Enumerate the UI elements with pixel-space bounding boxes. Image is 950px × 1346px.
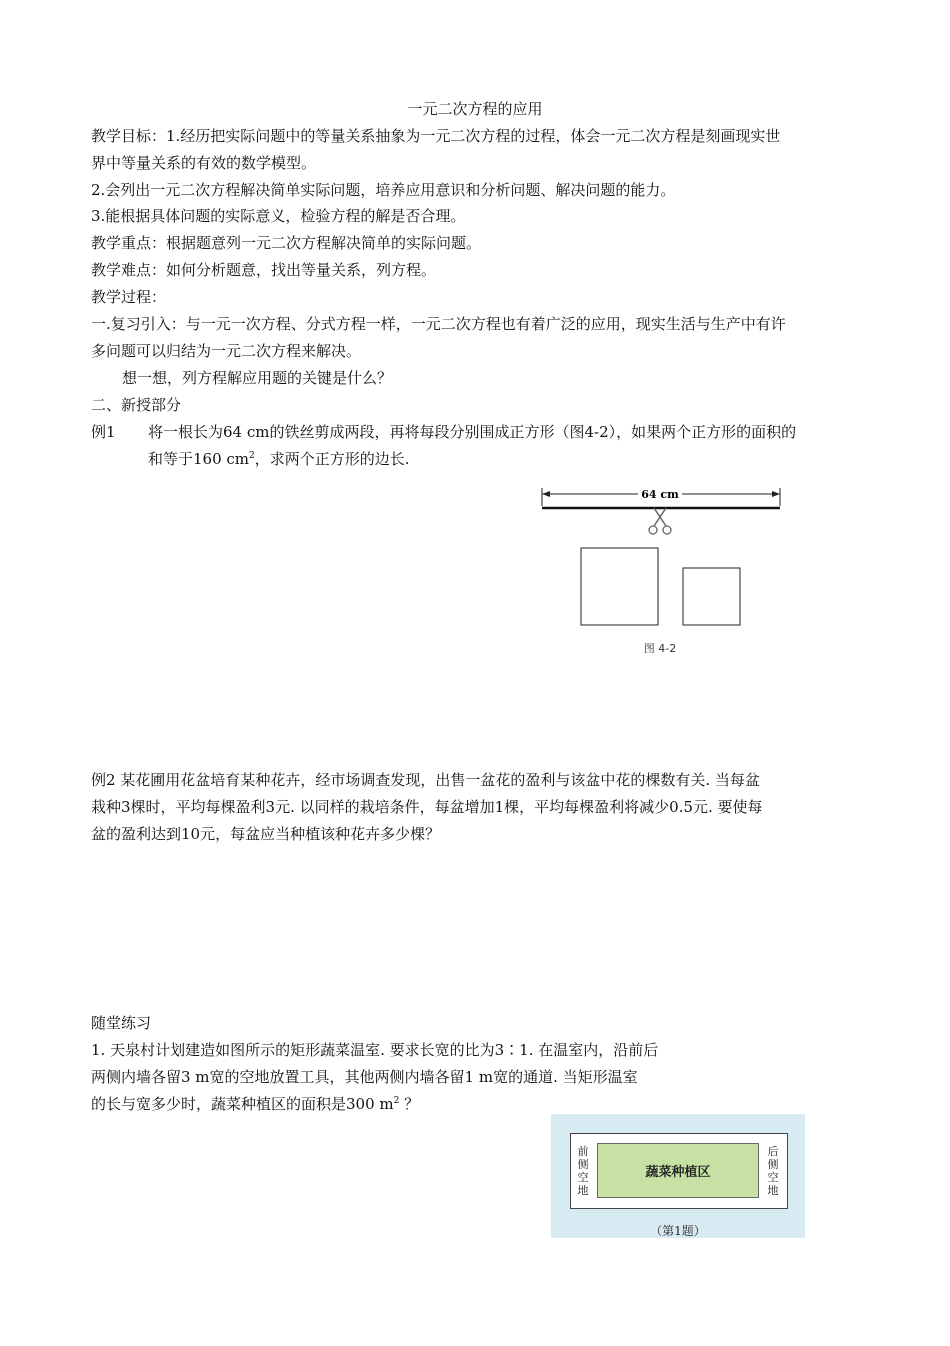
practice-heading: 随堂练习 xyxy=(91,1014,152,1032)
objective-line-2: 界中等量关系的有效的数学模型。 xyxy=(91,154,317,172)
back-space-label: 后侧空地 xyxy=(767,1145,779,1197)
objective-line-1: 教学目标：1.经历把实际问题中的等量关系抽象为一元二次方程的过程，体会一元二次方程是刻画现实世 xyxy=(91,127,781,145)
page-title: 一元二次方程的应用 xyxy=(407,100,543,118)
practice-line-2: 两侧内墙各留3 m宽的空地放置工具，其他两侧内墙各留1 m宽的通道. 当矩形温室 xyxy=(91,1068,638,1086)
new-section-heading: 二、新授部分 xyxy=(91,396,182,414)
figure-4-2 xyxy=(530,480,800,670)
square-small xyxy=(683,568,740,625)
example1-label: 例1 xyxy=(91,423,116,441)
objective-line-4: 3.能根据具体问题的实际意义，检验方程的解是否合理。 xyxy=(91,207,466,225)
square-large xyxy=(581,548,658,625)
review-line-2: 多问题可以归结为一元二次方程来解决。 xyxy=(91,342,362,360)
review-question: 想一想，列方程解应用题的关键是什么？ xyxy=(122,369,393,387)
difficulty: 教学难点：如何分析题意，找出等量关系，列方程。 xyxy=(91,261,437,279)
planting-area-label: 蔬菜种植区 xyxy=(645,1165,711,1180)
key-point: 教学重点：根据题意列一元二次方程解决简单的实际问题。 xyxy=(91,234,482,252)
figure-4-2-caption: 图 4-2 xyxy=(643,642,677,655)
example1-line-2: 和等于160 $cm^2$，求两个正方形的边长. xyxy=(148,450,410,468)
objective-line-3: 2.会列出一元二次方程解决简单实际问题，培养应用意识和分析问题、解决问题的能力。 xyxy=(91,181,676,199)
practice-line-3: 的长与宽多少时，蔬菜种植区的面积是300 $m^2$ ？ xyxy=(91,1095,420,1113)
scissors-icon xyxy=(649,508,671,534)
process-heading: 教学过程： xyxy=(91,288,167,306)
practice-line-1: 1. 天泉村计划建造如图所示的矩形蔬菜温室. 要求长宽的比为3∶1. 在温室内，沿前后 xyxy=(91,1041,659,1059)
front-space-label: 前侧空地 xyxy=(577,1145,589,1197)
planting-area xyxy=(597,1143,759,1198)
greenhouse-caption: （第1题） xyxy=(650,1224,706,1238)
example2-line-3: 盆的盈利达到10元，每盆应当种植该种花卉多少棵？ xyxy=(91,825,441,843)
example2-line-2: 栽种3棵时，平均每棵盈利3元. 以同样的栽培条件，每盆增加1棵，平均每棵盈利将减少0.5元. 要使每 xyxy=(91,798,763,816)
example1-line-1: 将一根长为64 cm的铁丝剪成两段，再将每段分别围成正方形（图4-2），如果两个正方形的面积的 xyxy=(148,423,797,441)
review-line-1: 一.复习引入：与一元一次方程、分式方程一样，一元二次方程也有着广泛的应用，现实生活与生产中有许 xyxy=(91,315,786,333)
example2-line-1: 例2 某花圃用花盆培育某种花卉，经市场调查发现，出售一盆花的盈利与该盆中花的棵数有关. 当每盆 xyxy=(91,771,760,789)
wire-length-label: 64 cm xyxy=(641,488,679,501)
